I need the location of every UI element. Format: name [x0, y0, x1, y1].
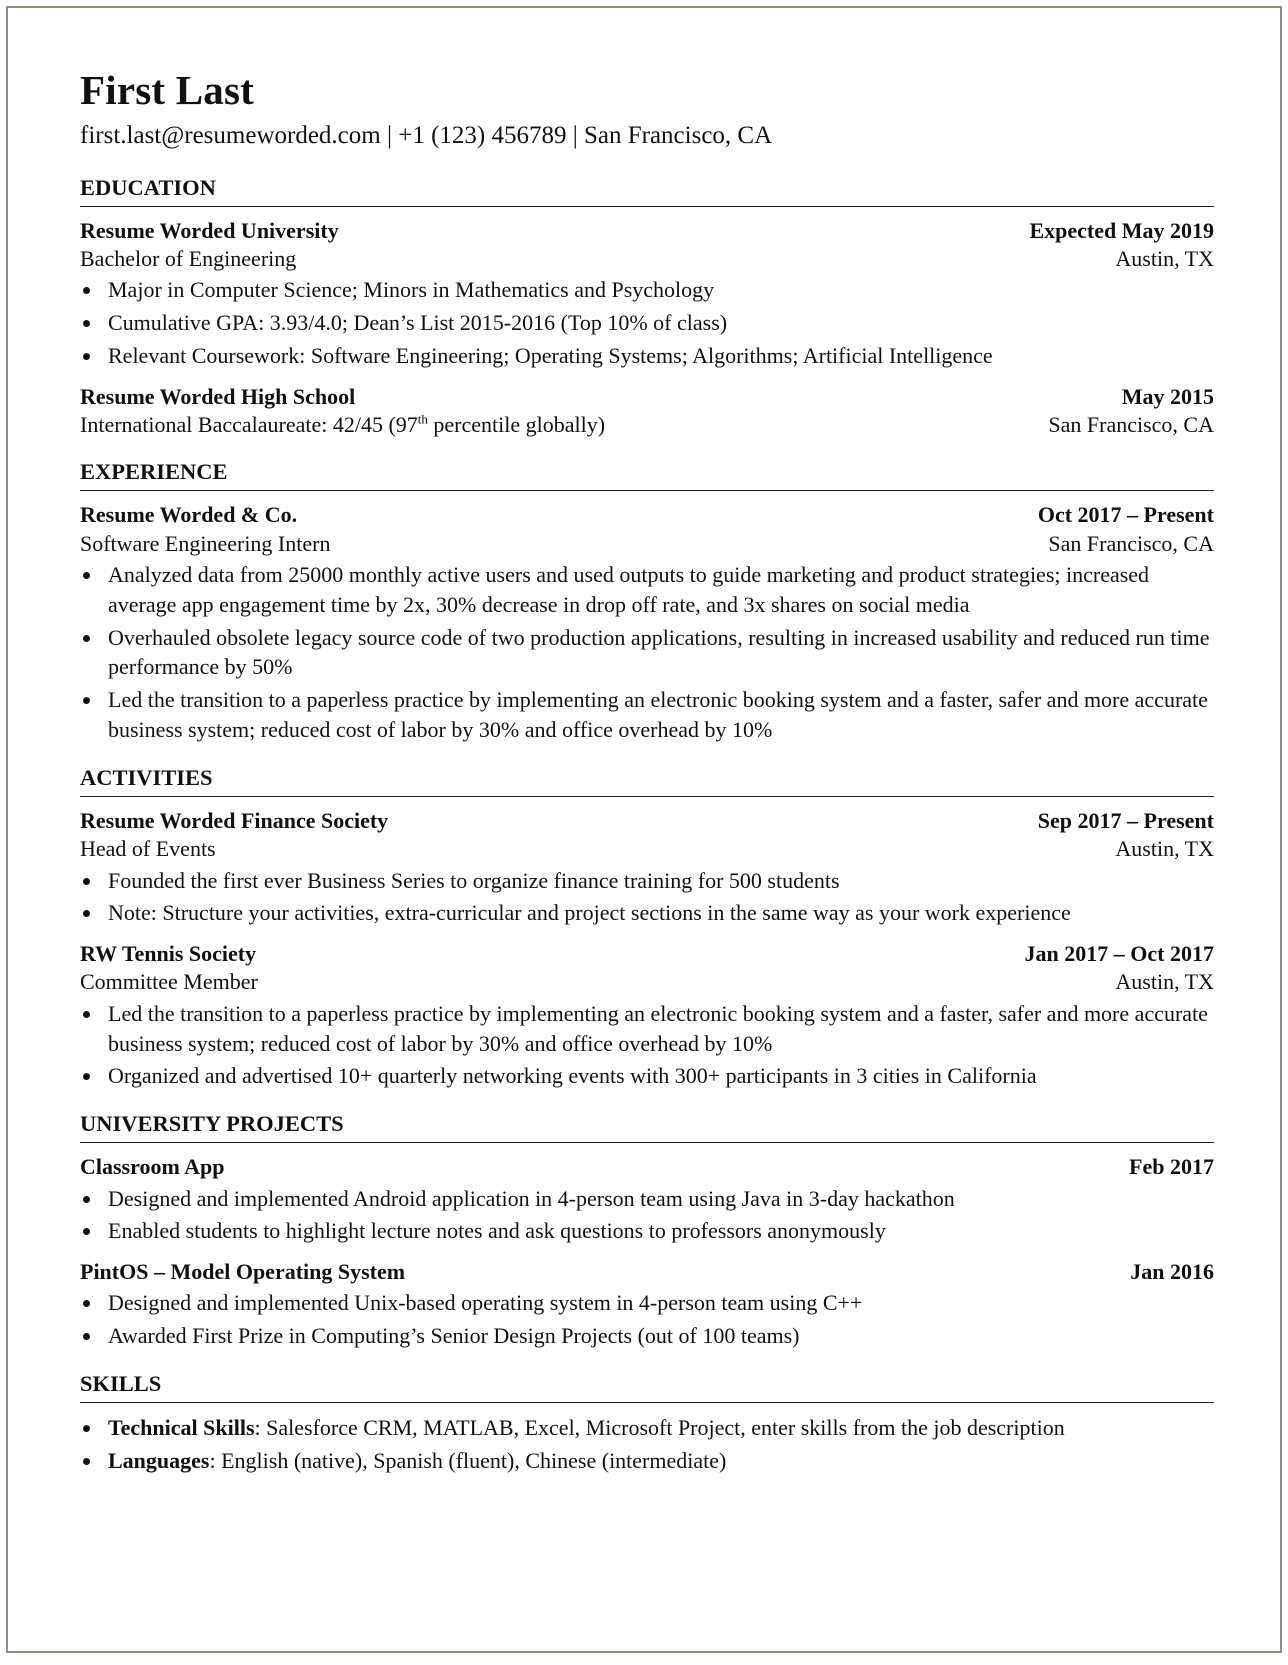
education-entry — [80, 383, 1214, 439]
bullet-list — [80, 1288, 1214, 1351]
entry-date: Sep 2017 – Present — [1037, 808, 1214, 834]
entry-header-row — [80, 807, 1214, 835]
bullet-list — [80, 999, 1214, 1092]
education-section — [80, 175, 1214, 439]
entry-org: Resume Worded & Co. — [80, 502, 298, 528]
skill-label: Technical Skills — [108, 1415, 255, 1441]
bullet-list — [80, 560, 1214, 745]
entry-header-row — [80, 940, 1214, 968]
skills-section — [80, 1371, 1214, 1476]
entry-date: Oct 2017 – Present — [1037, 502, 1214, 528]
contact-line: first.last@resumeworded.com | +1 (123) 456789 | San Francisco, CA — [80, 122, 773, 150]
entry-subheader-row — [80, 245, 1214, 273]
resume-content — [80, 68, 1214, 1496]
section-title: EXPERIENCE — [80, 459, 1214, 491]
activity-entry — [80, 807, 1214, 928]
entry-role: Head of Events — [80, 836, 216, 862]
resume-page — [6, 6, 1282, 1653]
activity-entry — [80, 940, 1214, 1091]
skill-label: Languages — [108, 1448, 210, 1474]
entry-subheader-row — [80, 835, 1214, 863]
project-entry — [80, 1258, 1214, 1351]
entry-location: Austin, TX — [1115, 836, 1214, 862]
bullet-list — [80, 866, 1214, 929]
skill-text: : English (native), Spanish (fluent), Chinese (intermediate) — [209, 1448, 727, 1474]
entry-header-row — [80, 383, 1214, 411]
entry-location: San Francisco, CA — [1048, 412, 1214, 438]
list-item: Cumulative GPA: 3.93/4.0; Dean’s List 2015-2016 (Top 10% of class) — [80, 308, 1214, 338]
list-item: Designed and implemented Unix-based operating system in 4-person team using C++ — [80, 1288, 1214, 1318]
list-item: Founded the first ever Business Series to organize finance training for 500 students — [80, 866, 1214, 896]
experience-section — [80, 459, 1214, 745]
entry-org: Resume Worded University — [80, 218, 339, 244]
experience-entry — [80, 501, 1214, 745]
entry-header-row — [80, 1153, 1214, 1181]
entry-org: PintOS – Model Operating System — [80, 1259, 406, 1285]
list-item: Analyzed data from 25000 monthly active users and used outputs to guide marketing and product strategies; increased average app engagement time by 2x, 30% decrease in drop off rate, and 3x shares on social media — [80, 560, 1214, 620]
list-item: Major in Computer Science; Minors in Mathematics and Psychology — [80, 275, 1214, 305]
entry-date: Feb 2017 — [1129, 1154, 1214, 1180]
entry-date: Expected May 2019 — [1029, 218, 1214, 244]
list-item — [80, 1446, 1214, 1476]
bullet-list — [80, 275, 1214, 371]
entry-date: May 2015 — [1121, 384, 1214, 410]
project-entry — [80, 1153, 1214, 1246]
list-item: Led the transition to a paperless practice by implementing an electronic booking system and a faster, safer and more accurate business system; reduced cost of labor by 30% and office overhead by 10% — [80, 685, 1214, 745]
entry-subheader-row — [80, 411, 1214, 439]
role-superscript: th — [417, 411, 428, 427]
section-title: UNIVERSITY PROJECTS — [80, 1111, 1214, 1143]
entry-org: Resume Worded High School — [80, 384, 356, 410]
section-title: SKILLS — [80, 1371, 1214, 1403]
entry-header-row — [80, 217, 1214, 245]
entry-location: San Francisco, CA — [1048, 530, 1214, 556]
entry-role: Software Engineering Intern — [80, 530, 331, 556]
list-item: Overhauled obsolete legacy source code of two production applications, resulting in increased usability and reduced run time performance by 50% — [80, 623, 1214, 683]
education-entry — [80, 217, 1214, 371]
entry-subheader-row — [80, 968, 1214, 996]
entry-header-row — [80, 1258, 1214, 1286]
entry-location: Austin, TX — [1115, 246, 1214, 272]
list-item: Designed and implemented Android application in 4-person team using Java in 3-day hackathon — [80, 1184, 1214, 1214]
role-suffix: percentile globally) — [427, 412, 606, 438]
entry-location: Austin, TX — [1115, 969, 1214, 995]
skills-list — [80, 1413, 1214, 1476]
list-item: Note: Structure your activities, extra-curricular and project sections in the same way as your work experience — [80, 898, 1214, 928]
list-item: Organized and advertised 10+ quarterly networking events with 300+ participants in 3 cities in California — [80, 1061, 1214, 1091]
section-title: EDUCATION — [80, 175, 1214, 207]
projects-section — [80, 1111, 1214, 1351]
list-item: Awarded First Prize in Computing’s Senior Design Projects (out of 100 teams) — [80, 1321, 1214, 1351]
list-item: Enabled students to highlight lecture notes and ask questions to professors anonymously — [80, 1216, 1214, 1246]
entry-header-row — [80, 501, 1214, 529]
entry-role — [80, 411, 605, 439]
section-title: ACTIVITIES — [80, 765, 1214, 797]
entry-subheader-row — [80, 530, 1214, 558]
bullet-list — [80, 1184, 1214, 1247]
list-item: Led the transition to a paperless practice by implementing an electronic booking system and a faster, safer and more accurate business system; reduced cost of labor by 30% and office overhead by 10% — [80, 999, 1214, 1059]
list-item — [80, 1413, 1214, 1443]
entry-org: RW Tennis Society — [80, 941, 257, 967]
entry-role: Committee Member — [80, 969, 258, 995]
entry-date: Jan 2016 — [1130, 1259, 1214, 1285]
activities-section — [80, 765, 1214, 1091]
role-prefix: International Baccalaureate: 42/45 (97 — [80, 412, 418, 438]
entry-role: Bachelor of Engineering — [80, 246, 297, 272]
entry-date: Jan 2017 – Oct 2017 — [1024, 941, 1214, 967]
entry-org: Classroom App — [80, 1154, 225, 1180]
entry-org: Resume Worded Finance Society — [80, 808, 389, 834]
list-item: Relevant Coursework: Software Engineering; Operating Systems; Algorithms; Artificial Intelligence — [80, 341, 1214, 371]
candidate-name: First Last — [80, 67, 254, 113]
skill-text: : Salesforce CRM, MATLAB, Excel, Microsoft Project, enter skills from the job description — [254, 1415, 1065, 1441]
